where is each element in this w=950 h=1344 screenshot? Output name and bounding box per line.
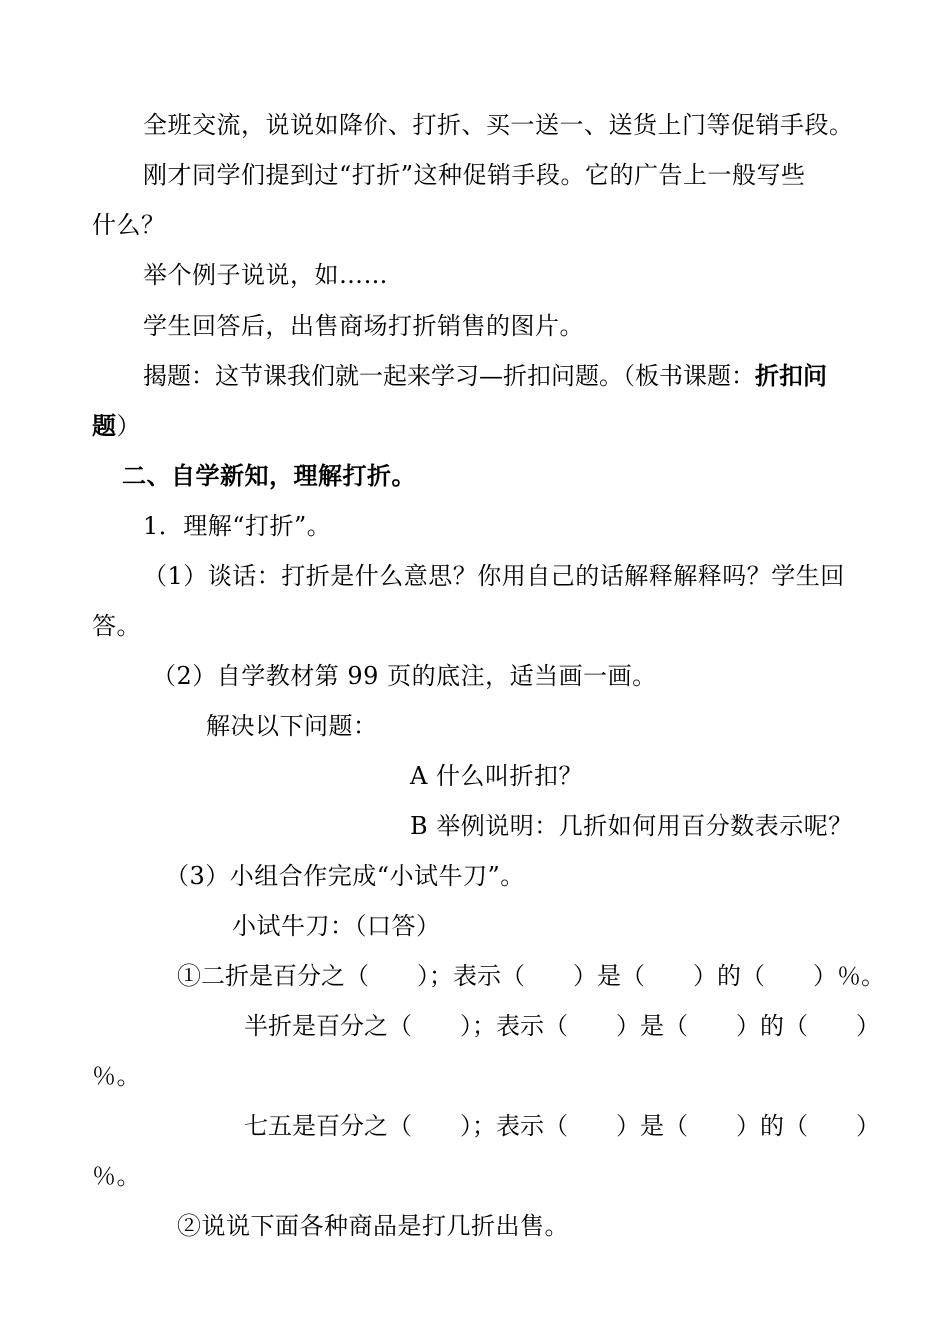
board-title-part2: 题 (92, 411, 117, 440)
paragraph-discount-ad-question-cont: 什么？ (92, 211, 166, 239)
exercise-1-line-2: 半折是百分之（ ）；表示（ ）是（ ）的（ ） (244, 1012, 880, 1040)
solve-label: 解决以下问题： (206, 712, 378, 740)
question-b: B 举例说明：几折如何用百分数表示呢？ (410, 812, 853, 840)
exercise-1-line-3-cont: ％。 (92, 1162, 141, 1190)
question-a: A 什么叫折扣？ (410, 762, 583, 790)
sub-item-talk: （1）谈话：打折是什么意思？你用自己的话解释解释吗？学生回 (143, 562, 845, 590)
paragraph-reveal-topic (143, 361, 827, 391)
board-title-part1: 折扣问 (755, 361, 827, 390)
exercise-1-line-1: ①二折是百分之（ ）；表示（ ）是（ ）的（ ）％。 (177, 962, 885, 990)
paragraph-show-pictures: 学生回答后，出售商场打折销售的图片。 (143, 312, 584, 340)
exercise-1-line-2-cont: ％。 (92, 1062, 141, 1090)
paragraph-class-discussion: 全班交流，说说如降价、打折、买一送一、送货上门等促销手段。 (143, 111, 854, 139)
closing-paren: ） (116, 412, 141, 440)
exercise-title: 小试牛刀：（口答） (232, 912, 441, 940)
item-understand-discount: 1．理解“打折”。 (143, 512, 332, 540)
paragraph-discount-ad-question: 刚才同学们提到过“打折”这种促销手段。它的广告上一般写些 (143, 161, 806, 189)
paragraph-reveal-topic-cont (92, 411, 141, 441)
reveal-topic-text: 揭题：这节课我们就一起来学习—折扣问题。（板书课题： (143, 362, 755, 390)
sub-item-group-work: （3）小组合作完成“小试牛刀”。 (165, 862, 525, 890)
exercise-2: ②说说下面各种商品是打几折出售。 (177, 1212, 569, 1240)
sub-item-self-study: （2）自学教材第 99 页的底注，适当画一画。 (152, 662, 657, 690)
paragraph-example-prompt: 举个例子说说，如…… (143, 261, 388, 289)
exercise-1-line-3: 七五是百分之（ ）；表示（ ）是（ ）的（ ） (244, 1112, 880, 1140)
section-heading: 二、自学新知，理解打折。 (122, 461, 416, 490)
sub-item-talk-cont: 答。 (92, 612, 141, 640)
